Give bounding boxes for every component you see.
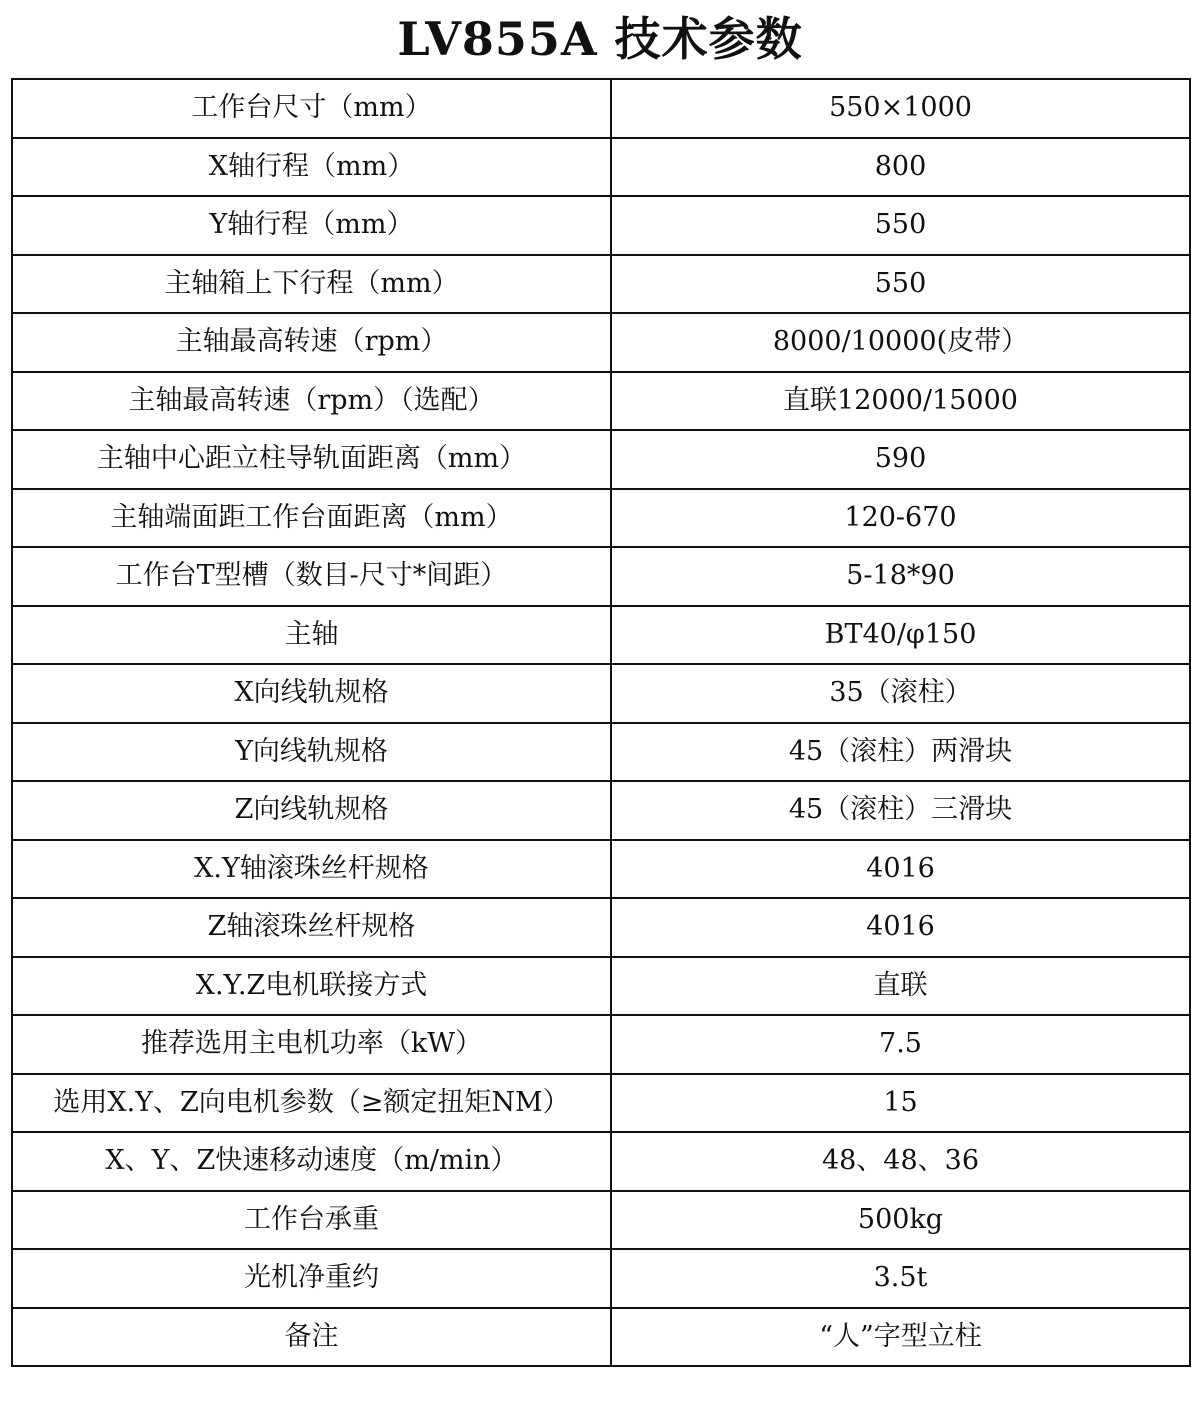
table-row	[12, 957, 1190, 1016]
value-cell: 15	[611, 1074, 1190, 1133]
value-cell: 800	[611, 138, 1190, 197]
param-cell: Z轴滚珠丝杆规格	[12, 898, 611, 957]
table-row	[12, 898, 1190, 957]
param-cell: 主轴箱上下行程（mm）	[12, 255, 611, 314]
param-cell: 主轴中心距立柱导轨面距离（mm）	[12, 430, 611, 489]
table-row	[12, 372, 1190, 431]
spec-table	[11, 78, 1191, 1367]
table-row	[12, 606, 1190, 665]
value-cell: 48、48、36	[611, 1132, 1190, 1191]
value-cell: 590	[611, 430, 1190, 489]
table-row	[12, 781, 1190, 840]
param-cell: Y轴行程（mm）	[12, 196, 611, 255]
value-cell: 45（滚柱）两滑块	[611, 723, 1190, 782]
param-cell: Z向线轨规格	[12, 781, 611, 840]
table-row	[12, 664, 1190, 723]
value-cell: 7.5	[611, 1015, 1190, 1074]
param-cell: X.Y.Z电机联接方式	[12, 957, 611, 1016]
value-cell: 5-18*90	[611, 547, 1190, 606]
table-row	[12, 547, 1190, 606]
table-row	[12, 1074, 1190, 1133]
table-row	[12, 489, 1190, 548]
value-cell: 550	[611, 255, 1190, 314]
value-cell: 直联12000/15000	[611, 372, 1190, 431]
value-cell: BT40/φ150	[611, 606, 1190, 665]
value-cell: 8000/10000(皮带）	[611, 313, 1190, 372]
value-cell: 35（滚柱）	[611, 664, 1190, 723]
spec-table-body	[12, 79, 1190, 1366]
value-cell: 500kg	[611, 1191, 1190, 1250]
param-cell: 主轴最高转速（rpm）	[12, 313, 611, 372]
table-row	[12, 1132, 1190, 1191]
value-cell: 直联	[611, 957, 1190, 1016]
page-title: LV855A 技术参数	[397, 12, 803, 66]
table-row	[12, 255, 1190, 314]
param-cell: 主轴	[12, 606, 611, 665]
param-cell: X.Y轴滚珠丝杆规格	[12, 840, 611, 899]
param-cell: X轴行程（mm）	[12, 138, 611, 197]
table-row	[12, 1308, 1190, 1367]
table-row	[12, 138, 1190, 197]
table-row	[12, 313, 1190, 372]
value-cell: 120-670	[611, 489, 1190, 548]
param-cell: 光机净重约	[12, 1249, 611, 1308]
table-row	[12, 1249, 1190, 1308]
table-row	[12, 1015, 1190, 1074]
param-cell: 主轴端面距工作台面距离（mm）	[12, 489, 611, 548]
param-cell: 工作台承重	[12, 1191, 611, 1250]
table-row	[12, 79, 1190, 138]
param-cell: Y向线轨规格	[12, 723, 611, 782]
param-cell: 选用X.Y、Z向电机参数（≥额定扭矩NM）	[12, 1074, 611, 1133]
value-cell: 550×1000	[611, 79, 1190, 138]
param-cell: 工作台尺寸（mm）	[12, 79, 611, 138]
table-row	[12, 430, 1190, 489]
table-row	[12, 840, 1190, 899]
param-cell: 工作台T型槽（数目-尺寸*间距）	[12, 547, 611, 606]
value-cell: 4016	[611, 898, 1190, 957]
table-row	[12, 723, 1190, 782]
param-cell: 主轴最高转速（rpm）（选配）	[12, 372, 611, 431]
table-row	[12, 1191, 1190, 1250]
param-cell: 推荐选用主电机功率（kW）	[12, 1015, 611, 1074]
param-cell: X向线轨规格	[12, 664, 611, 723]
value-cell: 550	[611, 196, 1190, 255]
value-cell: 4016	[611, 840, 1190, 899]
value-cell: 45（滚柱）三滑块	[611, 781, 1190, 840]
table-row	[12, 196, 1190, 255]
param-cell: 备注	[12, 1308, 611, 1367]
value-cell: “人”字型立柱	[611, 1308, 1190, 1367]
param-cell: X、Y、Z快速移动速度（m/min）	[12, 1132, 611, 1191]
value-cell: 3.5t	[611, 1249, 1190, 1308]
